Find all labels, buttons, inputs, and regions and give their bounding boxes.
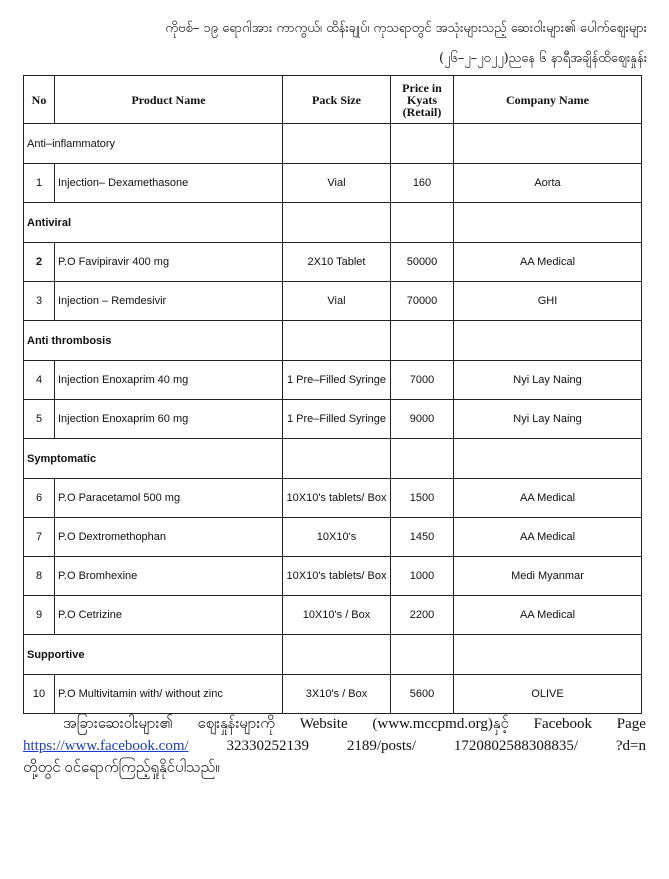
row-product: P.O Multivitamin with/ without zinc [55,675,283,714]
row-price: 1000 [391,557,454,596]
row-price: 5600 [391,675,454,714]
footer-text: Website [299,716,348,732]
category-row [24,635,642,675]
footer-text: တို့တွင် ဝင်ရောက်ကြည့်ရှုနိုင်ပါသည်။ [23,760,220,776]
table-row [24,164,642,203]
row-company: Nyi Lay Naing [454,361,642,400]
footer-text: ဈေးနှုန်းများကို [197,716,275,732]
category-row [24,439,642,479]
table-row [24,361,642,400]
category-label: Anti–inflammatory [24,124,283,164]
row-price: 9000 [391,400,454,439]
footer-text: အခြားဆေးဝါးများ၏ [63,716,173,732]
row-company: Aorta [454,164,642,203]
footer-text: ?d=n [615,738,646,754]
table-row [24,557,642,596]
table-row [24,518,642,557]
row-pack: 1 Pre–Filled Syringe [283,361,391,400]
col-header-price: Price in Kyats (Retail) [391,76,454,124]
category-label: Supportive [24,635,283,675]
website-link-text[interactable]: (www.mccpmd.org)နှင့် [372,716,509,732]
row-price: 1500 [391,479,454,518]
row-company: Medi Myanmar [454,557,642,596]
col-header-pack: Pack Size [283,76,391,124]
footer-text: Page [616,716,646,732]
row-price: 50000 [391,243,454,282]
row-pack: Vial [283,164,391,203]
row-price: 1450 [391,518,454,557]
row-product: P.O Paracetamol 500 mg [55,479,283,518]
row-no: 4 [24,361,55,400]
table-row [24,282,642,321]
row-no: 10 [24,675,55,714]
table-row [24,479,642,518]
row-price: 70000 [391,282,454,321]
table-row [24,675,642,714]
row-company: AA Medical [454,479,642,518]
table-row [24,243,642,282]
price-table [23,75,642,714]
footer-text: 1720802588308835/ [453,738,579,754]
footer-line-2 [23,735,646,757]
footer-line-1 [23,713,646,735]
row-no: 6 [24,479,55,518]
facebook-link[interactable]: https://www.facebook.com/ [23,738,189,754]
row-pack: 10X10's tablets/ Box [283,479,391,518]
category-label: Anti thrombosis [24,321,283,361]
row-no: 1 [24,164,55,203]
footer-text: 32330252139 [226,738,309,754]
row-product: P.O Dextromethophan [55,518,283,557]
row-product: Injection Enoxaprim 60 mg [55,400,283,439]
row-company: AA Medical [454,243,642,282]
row-price: 160 [391,164,454,203]
col-header-no: No [24,76,55,124]
row-price: 7000 [391,361,454,400]
footer-note [23,713,646,779]
row-product: Injection Enoxaprim 40 mg [55,361,283,400]
row-pack: 10X10's [283,518,391,557]
row-company: AA Medical [454,518,642,557]
col-header-product: Product Name [55,76,283,124]
row-no: 5 [24,400,55,439]
row-no: 3 [24,282,55,321]
category-row [24,124,642,164]
row-company: AA Medical [454,596,642,635]
table-row [24,596,642,635]
table-header-row [24,76,642,124]
document-title: ကိုဗစ်– ၁၉ ရောဂါအား ကာကွယ်၊ ထိန်းချုပ်၊ ကုသရာတွင် အသုံးများသည့် ဆေးဝါးများ၏ ပေါက်ဈေးများ [165,21,647,36]
row-pack: Vial [283,282,391,321]
row-product: Injection– Dexamethasone [55,164,283,203]
row-pack: 10X10's / Box [283,596,391,635]
document-subtitle-date: (၂၆–၂–၂၀၂၂)ညနေ ၆ နာရီအချိန်ထိဈေးနှုန်း [438,51,647,66]
row-company: Nyi Lay Naing [454,400,642,439]
row-product: P.O Favipiravir 400 mg [55,243,283,282]
category-row [24,321,642,361]
row-no: 9 [24,596,55,635]
row-no: 7 [24,518,55,557]
table-row [24,400,642,439]
footer-line-3 [23,757,646,779]
row-company: GHI [454,282,642,321]
row-product: Injection – Remdesivir [55,282,283,321]
row-pack: 3X10's / Box [283,675,391,714]
col-header-company: Company Name [454,76,642,124]
row-price: 2200 [391,596,454,635]
row-pack: 10X10's tablets/ Box [283,557,391,596]
row-no: 8 [24,557,55,596]
row-company: OLIVE [454,675,642,714]
row-product: P.O Bromhexine [55,557,283,596]
category-row [24,203,642,243]
row-no: 2 [24,243,55,282]
category-label: Symptomatic [24,439,283,479]
footer-text: Facebook [533,716,592,732]
row-pack: 2X10 Tablet [283,243,391,282]
row-product: P.O Cetrizine [55,596,283,635]
row-pack: 1 Pre–Filled Syringe [283,400,391,439]
footer-text: 2189/posts/ [346,738,417,754]
category-label: Antiviral [24,203,283,243]
